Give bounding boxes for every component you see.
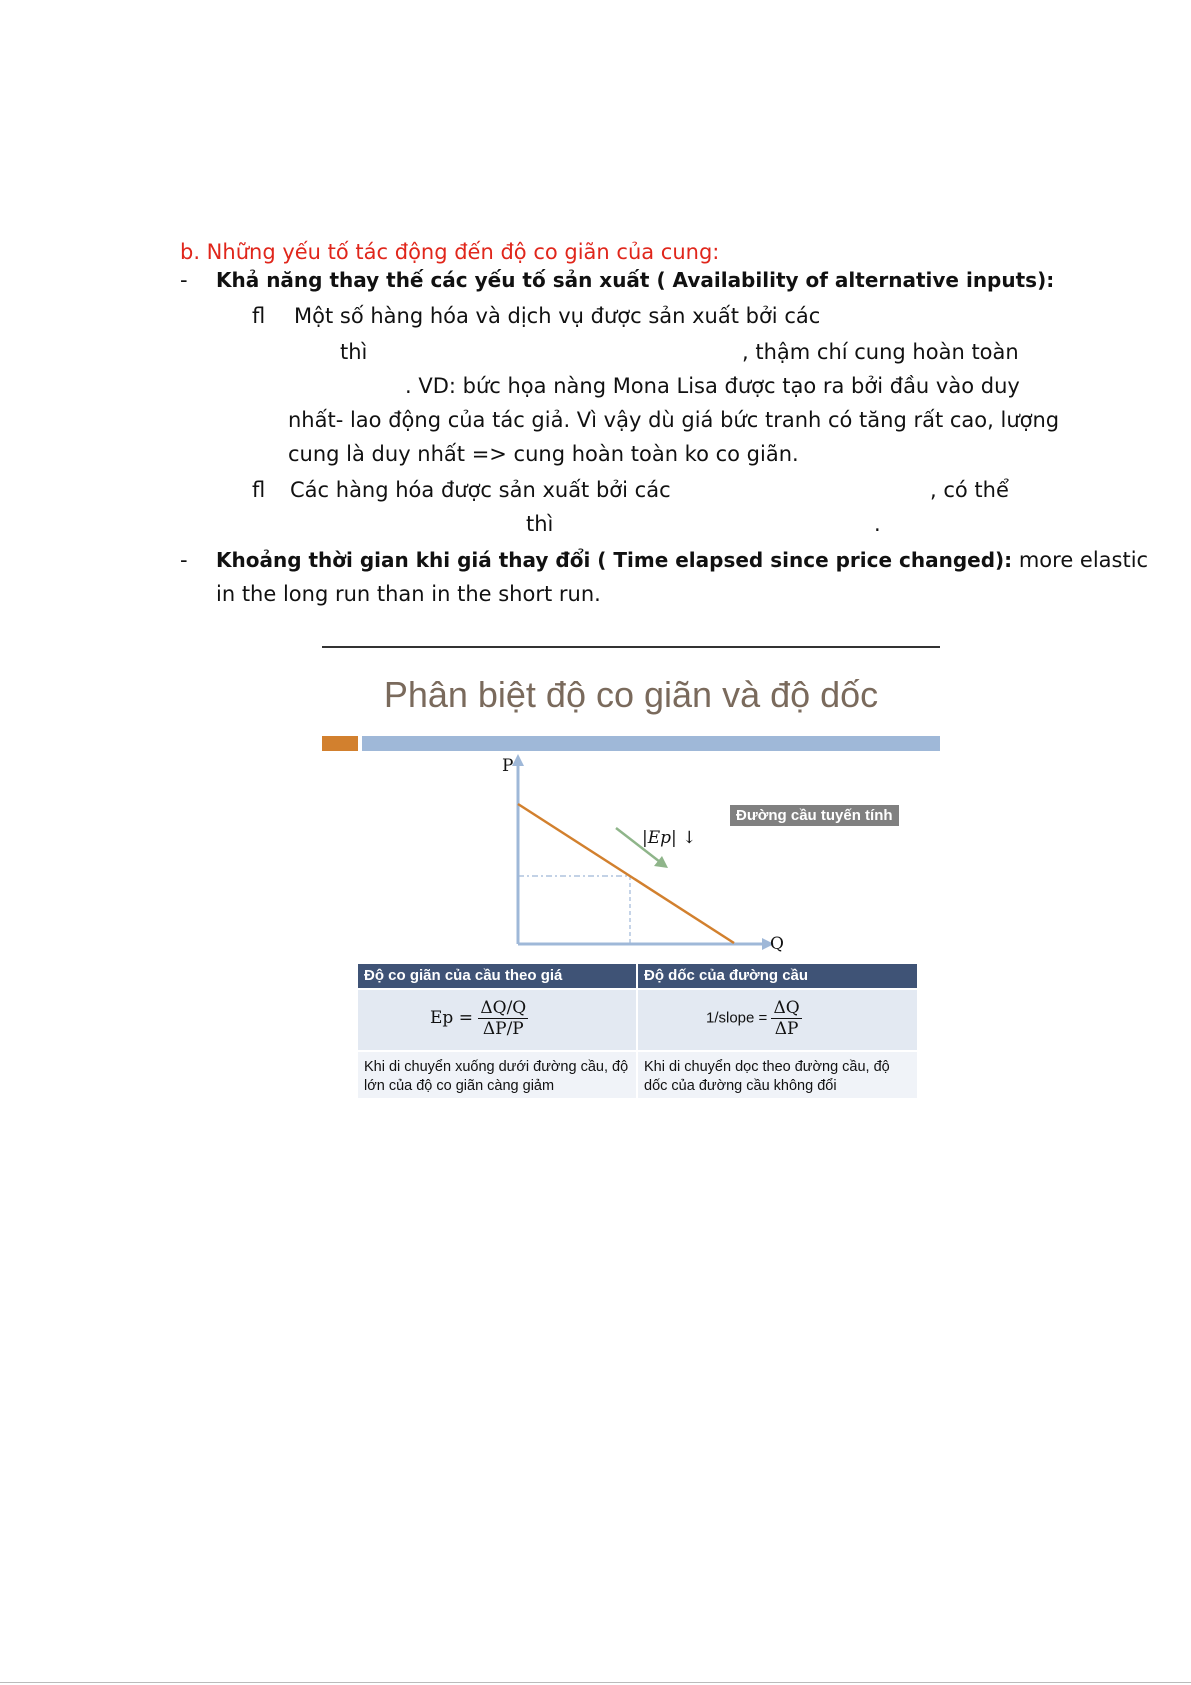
sub1-line3: . VD: bức họa nàng Mona Lisa được tạo ra bởi đầu vào duy — [405, 374, 1020, 398]
elasticity-note: Khi di chuyển xuống dưới đường cầu, độ lớn của độ co giãn càng giảm — [358, 1052, 636, 1098]
elasticity-formula-cell — [358, 990, 636, 1050]
ep-label: Ep = — [430, 1008, 473, 1028]
page-bottom-edge — [0, 1682, 1191, 1683]
ep-numerator: ΔQ/Q — [480, 998, 527, 1018]
p-axis-arrow — [512, 754, 524, 766]
slide-figure — [322, 630, 940, 1100]
legend-label: Đường cầu tuyến tính — [730, 805, 899, 826]
demand-curve-diagram — [322, 630, 940, 970]
subbullet-marker: fl — [252, 304, 266, 328]
slope-numerator: ΔQ — [773, 998, 800, 1018]
section-heading: b. Những yếu tố tác động đến độ co giãn của cung: — [180, 240, 720, 264]
ep-denominator: ΔP/P — [482, 1019, 524, 1039]
sub2-line2b: . — [874, 512, 881, 536]
slope-formula-cell — [638, 990, 917, 1050]
bullet-dash: - — [180, 548, 188, 572]
slope-note: Khi di chuyển dọc theo đường cầu, độ dốc của đường cầu không đổi — [638, 1052, 917, 1098]
bullet2-line2: in the long run than in the short run. — [216, 582, 601, 606]
elasticity-arrow-label: |Ep| ↓ — [642, 828, 697, 848]
bullet2-title: Khoảng thời gian khi giá thay đổi ( Time elapsed since price changed): — [216, 548, 1013, 572]
table-header-slope: Độ dốc của đường cầu — [638, 964, 917, 988]
slide-title: Phân biệt độ co giãn và độ dốc — [383, 674, 879, 715]
sub1-line2b: , thậm chí cung hoàn toàn — [742, 340, 1019, 364]
sub2-line1a: Các hàng hóa được sản xuất bởi các — [290, 478, 671, 502]
bullet1-title: Khả năng thay thế các yếu tố sản xuất ( Availability of alternative inputs): — [216, 268, 1055, 292]
table-header-elasticity: Độ co giãn của cầu theo giá — [358, 964, 636, 988]
sub2-line2a: thì — [526, 512, 554, 536]
bullet2-line1 — [216, 546, 1148, 574]
subbullet-marker: fl — [252, 478, 266, 502]
demand-line — [518, 804, 734, 943]
slope-label: 1/slope = — [706, 1009, 768, 1027]
sub2-line1b: , có thể — [930, 478, 1009, 502]
ep-fraction — [478, 998, 528, 1039]
slope-fraction — [771, 998, 801, 1039]
elasticity-formula — [430, 998, 528, 1039]
sub1-line4: nhất- lao động của tác giả. Vì vậy dù giá bức tranh có tăng rất cao, lượng — [288, 408, 1060, 432]
sub1-line2a: thì — [340, 340, 368, 364]
bullet-dash: - — [180, 268, 188, 292]
slope-formula — [706, 998, 802, 1039]
sub1-line5: cung là duy nhất => cung hoàn toàn ko co giãn. — [288, 442, 799, 466]
bullet2-rest: more elastic — [1012, 548, 1149, 572]
sub1-line1: Một số hàng hóa và dịch vụ được sản xuất bởi các — [294, 304, 821, 328]
axis-label-q: Q — [770, 934, 784, 954]
slope-denominator: ΔP — [774, 1019, 799, 1039]
axis-label-p: P — [502, 756, 514, 776]
